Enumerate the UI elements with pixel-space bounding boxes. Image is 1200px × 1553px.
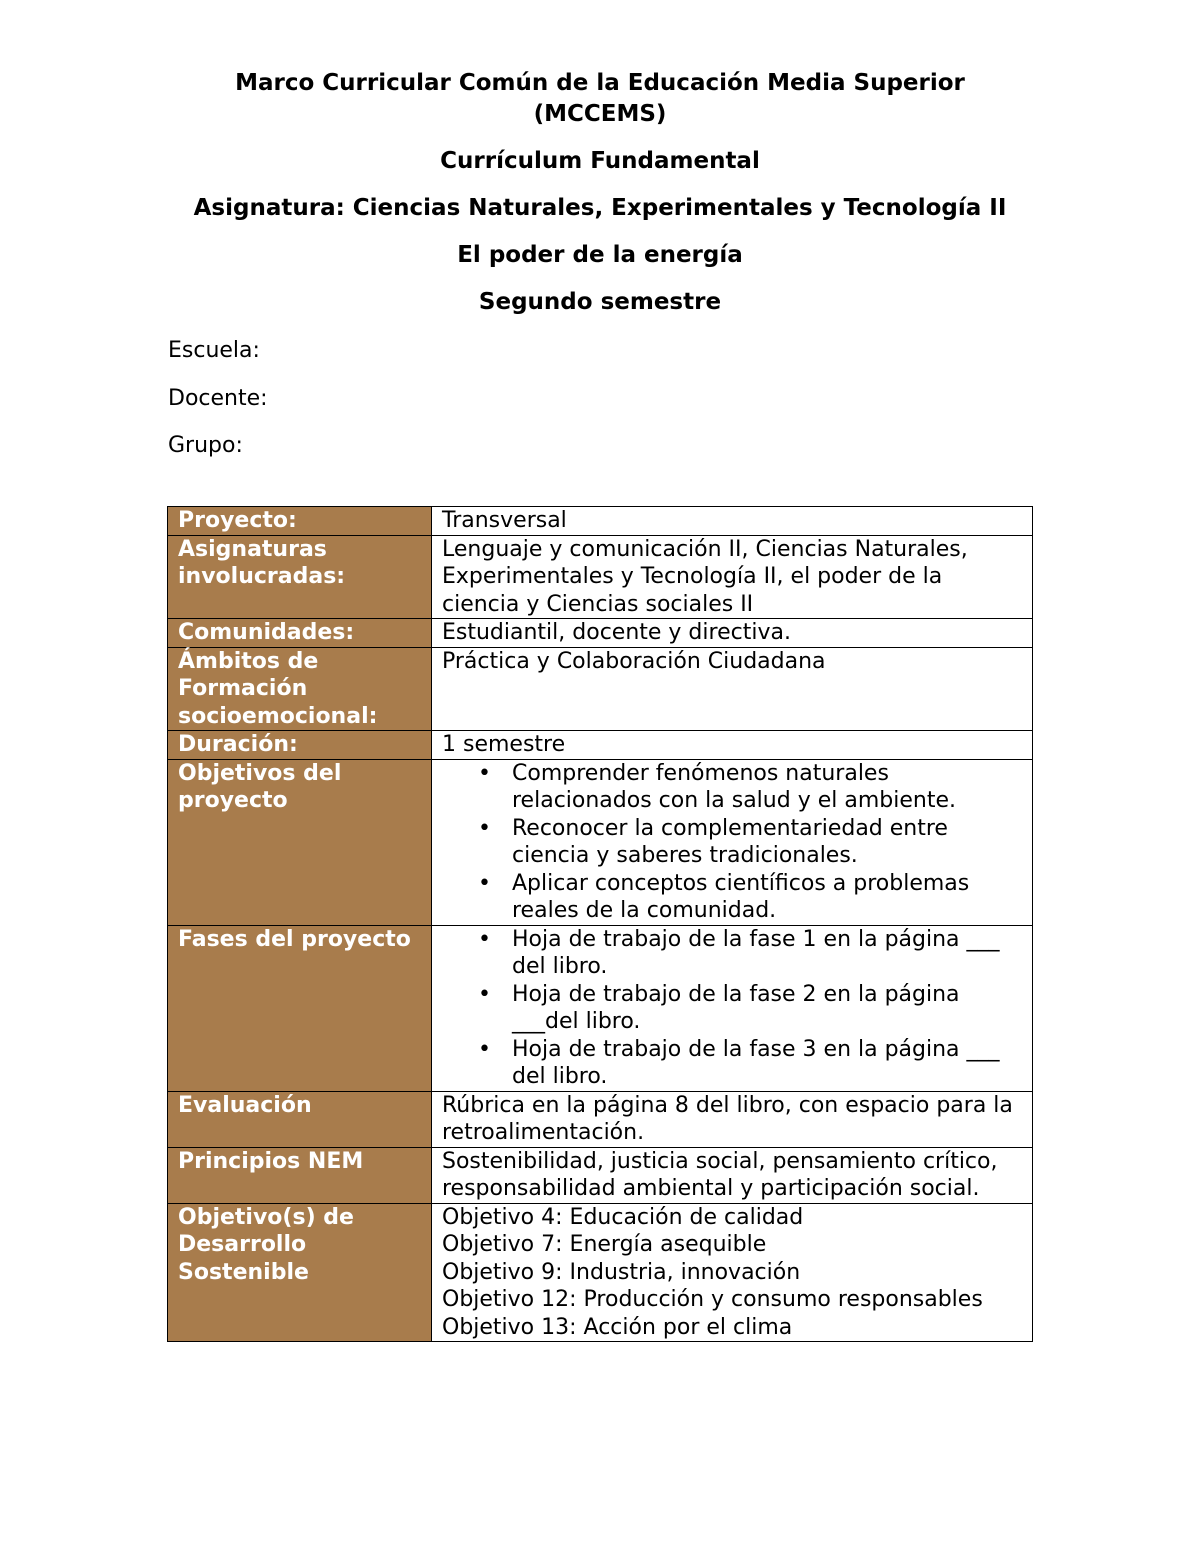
ods-item: Objetivo 13: Acción por el clima [442, 1314, 793, 1340]
table-row-evaluacion [168, 1091, 1033, 1147]
table-row-asignaturas [168, 535, 1033, 619]
list-item: • Aplicar conceptos científicos a problemas reales de la comunidad. [512, 870, 1022, 925]
document-title-line2: (MCCEMS) [533, 101, 667, 127]
table-row-principios [168, 1147, 1033, 1203]
principios-line1: Sostenibilidad, justicia social, pensamiento crítico, [442, 1148, 998, 1174]
evaluacion-value: Rúbrica en la página 8 del libro, con espacio para la retroalimentación. [432, 1091, 1033, 1147]
ods-item: Objetivo 7: Energía asequible [442, 1232, 767, 1257]
fases-value [432, 925, 1033, 1091]
ambitos-label: Ámbitos de Formación socioemocional: [168, 647, 432, 731]
escuela-field: Escuela: [168, 338, 260, 363]
fases-list [442, 926, 1022, 1091]
duracion-value: 1 semestre [432, 731, 1033, 760]
proyecto-label: Proyecto: [168, 507, 432, 536]
objetivos-value [432, 759, 1033, 925]
table-row-duracion [168, 731, 1033, 760]
ambitos-value: Práctica y Colaboración Ciudadana [432, 647, 1033, 731]
duracion-label: Duración: [168, 731, 432, 760]
asignaturas-label: Asignaturas involucradas: [168, 535, 432, 619]
document-header [0, 68, 1200, 318]
principios-value [432, 1147, 1033, 1203]
grupo-field: Grupo: [168, 433, 243, 458]
semester-heading: Segundo semestre [478, 289, 722, 315]
table-row-comunidades [168, 619, 1033, 648]
objetivos-label: Objetivos del proyecto [168, 759, 432, 925]
list-item: • Reconocer la complementariedad entre ciencia y saberes tradicionales. [512, 815, 1022, 870]
ods-item: Objetivo 12: Producción y consumo responsables [442, 1287, 983, 1312]
ods-item: Objetivo 4: Educación de calidad [442, 1204, 804, 1230]
fases-label: Fases del proyecto [168, 925, 432, 1091]
principios-label: Principios NEM [168, 1147, 432, 1203]
unit-heading: El poder de la energía [457, 242, 743, 268]
info-fields [168, 337, 268, 480]
comunidades-value: Estudiantil, docente y directiva. [432, 619, 1033, 648]
proyecto-value: Transversal [432, 507, 1033, 536]
ods-label: Objetivo(s) de Desarrollo Sostenible [168, 1203, 432, 1342]
ods-item: Objetivo 9: Industria, innovación [442, 1259, 801, 1285]
subject-heading: Asignatura: Ciencias Naturales, Experimentales y Tecnología II [193, 195, 1007, 221]
list-item: • Comprender fenómenos naturales relacionados con la salud y el ambiente. [512, 760, 1022, 815]
list-item: • Hoja de trabajo de la fase 3 en la página ___ del libro. [512, 1036, 1022, 1091]
table-row-proyecto [168, 507, 1033, 536]
list-item: • Hoja de trabajo de la fase 1 en la página ___ del libro. [512, 926, 1022, 981]
table-row-ambitos [168, 647, 1033, 731]
objetivos-list [442, 760, 1022, 925]
evaluacion-label: Evaluación [168, 1091, 432, 1147]
document-subtitle: Currículum Fundamental [440, 148, 760, 174]
table-row-objetivos [168, 759, 1033, 925]
document-title-line1: Marco Curricular Común de la Educación Media Superior [235, 70, 965, 96]
asignaturas-value: Lenguaje y comunicación II, Ciencias Naturales, Experimentales y Tecnología II, el poder de la ciencia y Ciencias sociales II [432, 535, 1033, 619]
docente-field: Docente: [168, 385, 268, 411]
ods-value [432, 1203, 1033, 1342]
list-item: • Hoja de trabajo de la fase 2 en la página ___del libro. [512, 981, 1022, 1036]
project-table [167, 506, 1033, 1342]
table-row-ods [168, 1203, 1033, 1342]
principios-line2: responsabilidad ambiental y participación social. [442, 1176, 980, 1201]
comunidades-label: Comunidades: [168, 619, 432, 648]
table-row-fases [168, 925, 1033, 1091]
